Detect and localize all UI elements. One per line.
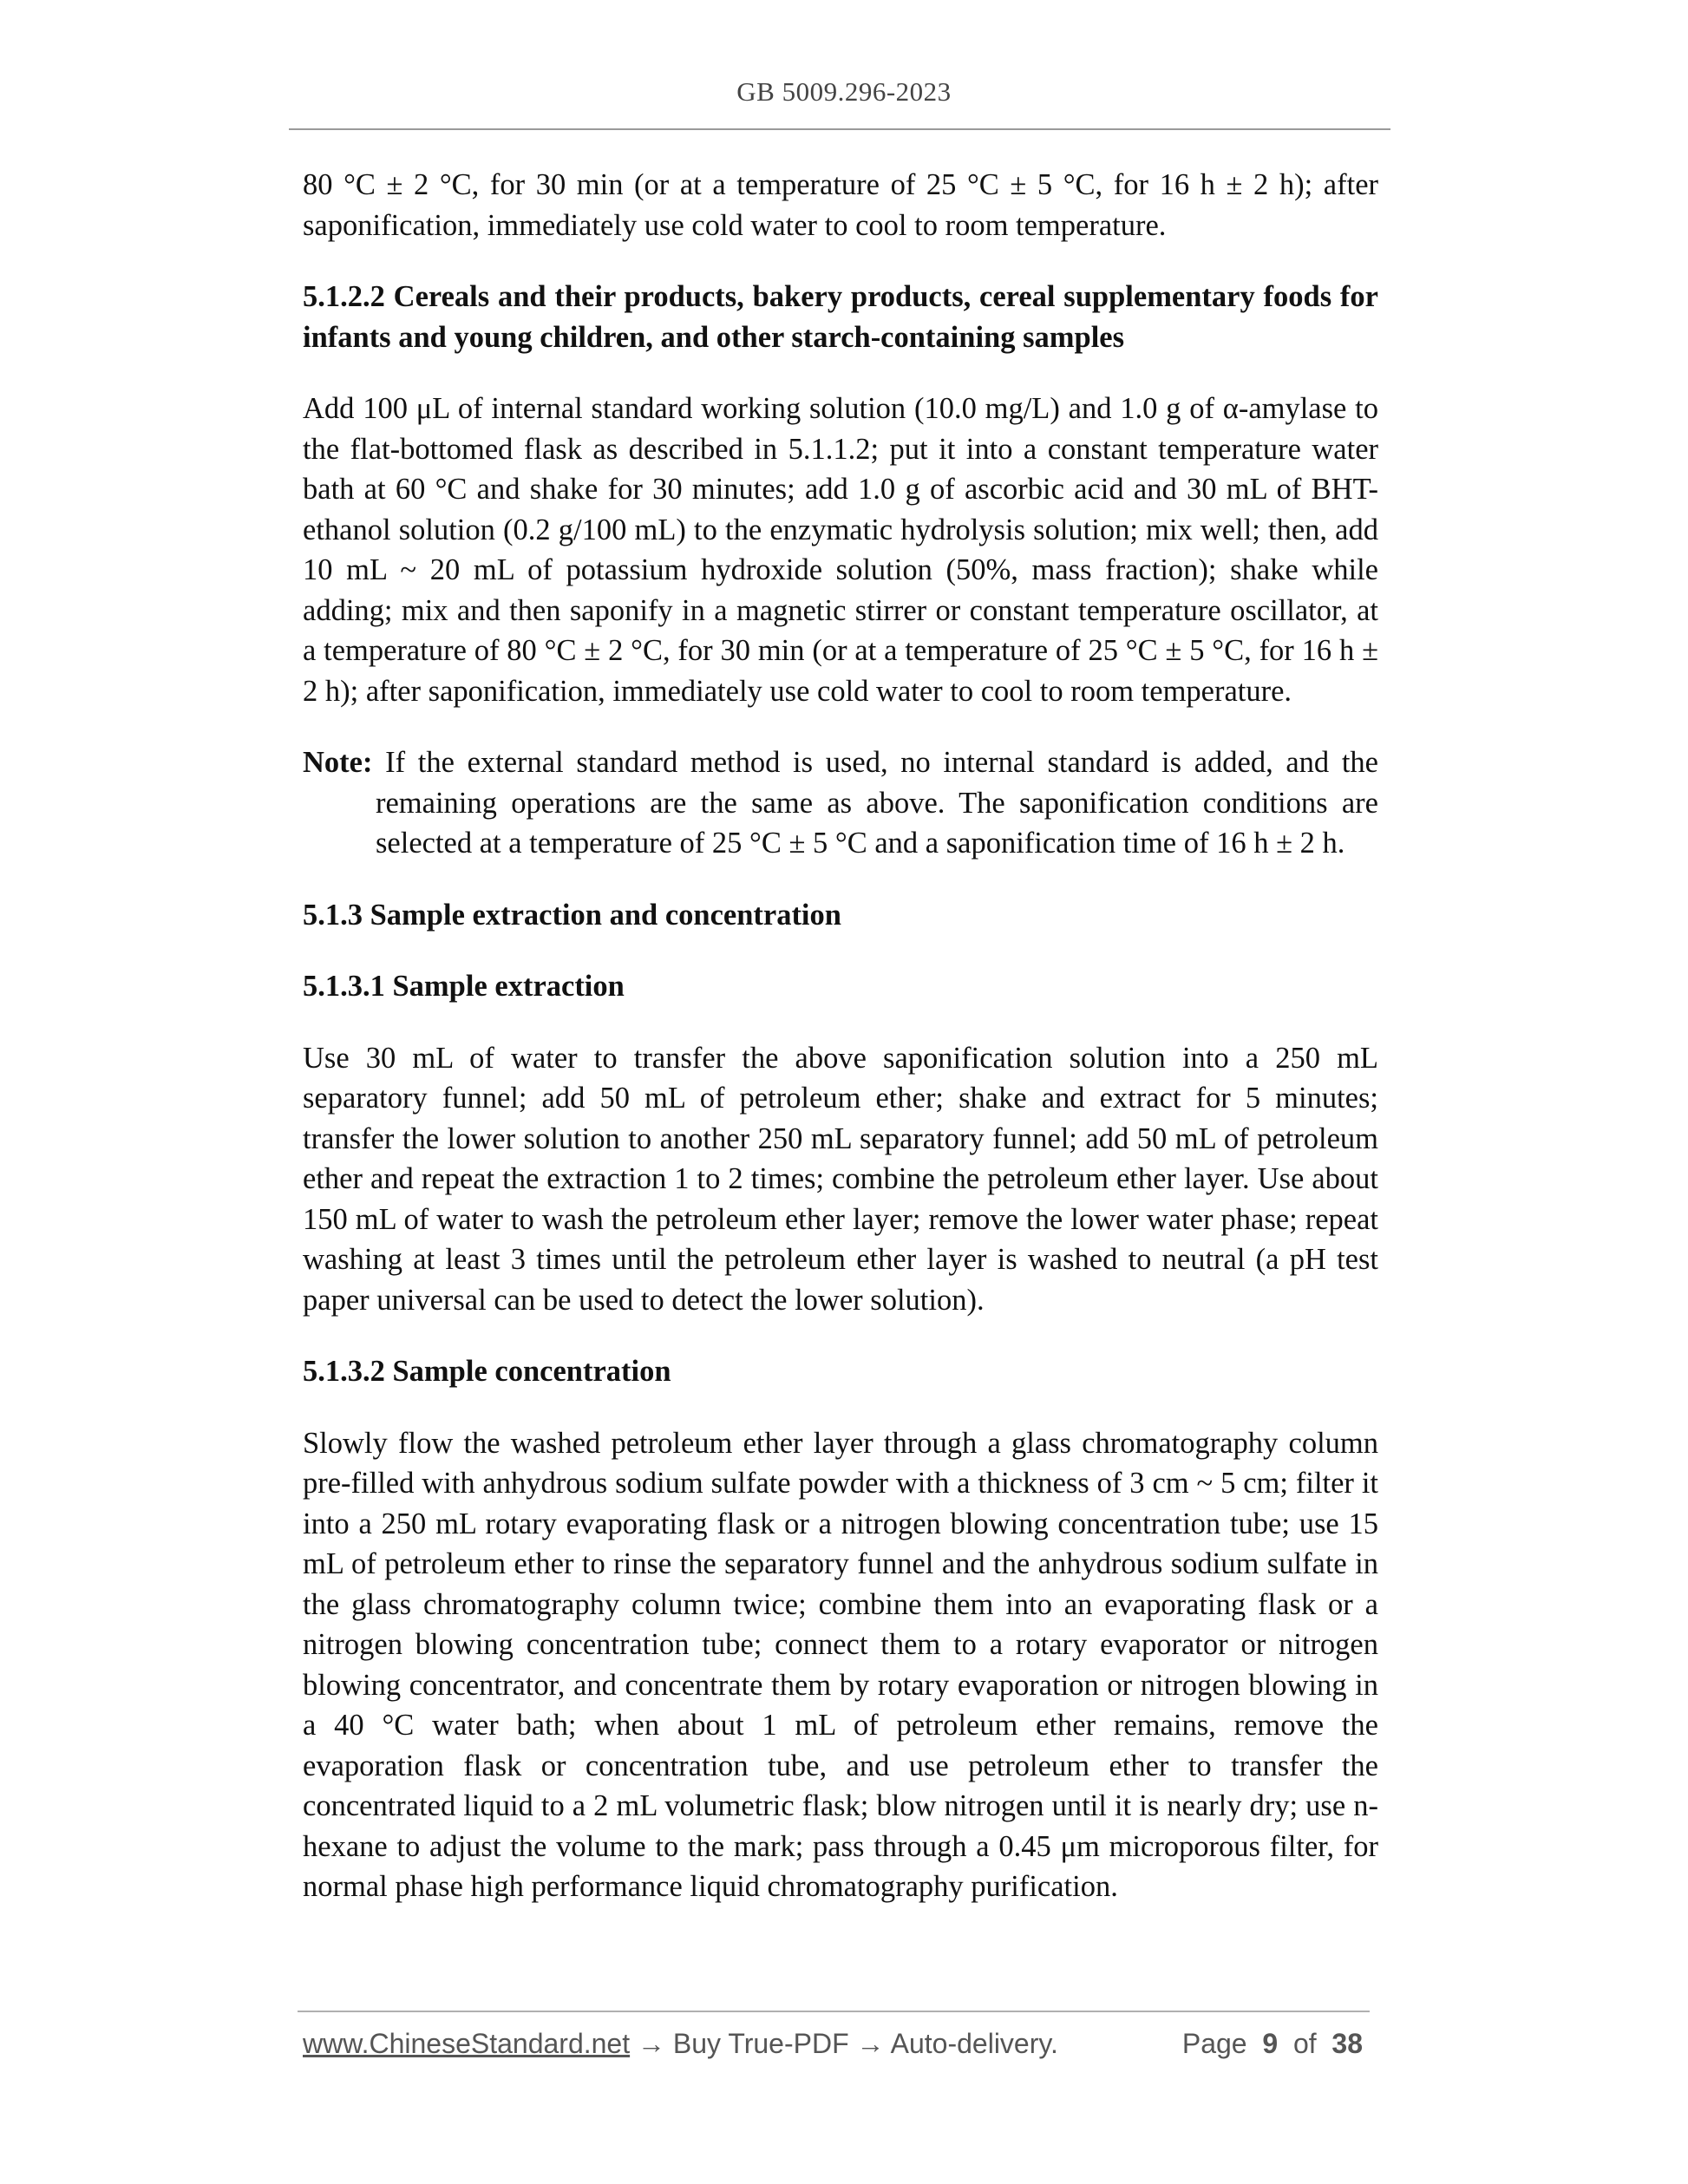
section-heading-5-1-2-2: 5.1.2.2 Cereals and their products, bakery products, cereal supplementary foods for infants and young children, and other starch-containing samples	[303, 280, 1378, 354]
arrow-right-icon: →	[638, 2028, 665, 2059]
note-block	[303, 742, 1378, 864]
note-label: Note:	[303, 746, 373, 779]
section-paragraph-5-1-3-1: Use 30 mL of water to transfer the above saponification solution into a 250 mL separatory funnel; add 50 mL of petroleum ether; shake and extract for 5 minutes; transfer the lower solution to another 250 mL separatory funnel; add 50 mL of petroleum ether and repeat the extraction 1 to 2 times; combine the petroleum ether layer. Use about 150 mL of water to wash the petroleum ether layer; remove the lower water phase; repeat washing at least 3 times until the petroleum ether layer is washed to neutral (a pH test paper universal can be used to detect the lower solution).	[303, 1041, 1378, 1317]
section-paragraph-5-1-2-2: Add 100 μL of internal standard working solution (10.0 mg/L) and 1.0 g of α-amylase to the flat-bottomed flask as described in 5.1.1.2; put it into a constant temperature water bath at 60 °C and shake for 30 minutes; add 1.0 g of ascorbic acid and 30 mL of BHT-ethanol solution (0.2 g/100 mL) to the enzymatic hydrolysis solution; mix well; then, add 10 mL ~ 20 mL of potassium hydroxide solution (50%, mass fraction); shake while adding; mix and then saponify in a magnetic stirrer or constant temperature oscillator, at a temperature of 80 °C ± 2 °C, for 30 min (or at a temperature of 25 °C ± 5 °C, for 16 h ± 2 h); after saponification, immediately use cold water to cool to room temperature.	[303, 392, 1378, 708]
note-text: If the external standard method is used, no internal standard is added, and the remaining operations are the same as above. The saponification conditions are selected at a temperature of 25 °C ± 5 °C and a saponification time of 16 h ± 2 h.	[376, 746, 1378, 860]
site-link[interactable]: www.ChineseStandard.net	[303, 2028, 631, 2059]
running-header: GB 5009.296-2023	[736, 76, 952, 107]
page-of: of	[1292, 2028, 1317, 2059]
section-paragraph-5-1-3-2: Slowly flow the washed petroleum ether layer through a glass chromatography column pre-filled with anhydrous sodium sulfate powder with a thickness of 3 cm ~ 5 cm; filter it into a 250 mL rotary evaporating flask or a nitrogen blowing concentration tube; use 15 mL of petroleum ether to rinse the separatory funnel and the anhydrous sodium sulfate in the glass chromatography column twice; combine them into an evaporating flask or a nitrogen blowing concentration tube; connect them to a rotary evaporator or nitrogen blowing concentrator, and concentrate them by rotary evaporation or nitrogen blowing in a 40 °C water bath; when about 1 mL of petroleum ether remains, remove the evaporation flask or concentration tube, and use petroleum ether to transfer the concentrated liquid to a 2 mL volumetric flask; blow nitrogen until it is nearly dry; use n-hexane to adjust the volume to the mark; pass through a 0.45 μm microporous filter, for normal phase high performance liquid chromatography purification.	[303, 1426, 1378, 1903]
page-number	[1182, 2028, 1363, 2060]
section-heading-5-1-3: 5.1.3 Sample extraction and concentration	[303, 898, 841, 932]
page-total: 38	[1331, 2028, 1363, 2059]
auto-delivery-text: Auto-delivery.	[890, 2028, 1058, 2059]
section-heading-5-1-3-1: 5.1.3.1 Sample extraction	[303, 970, 625, 1003]
footer-divider	[298, 2011, 1370, 2012]
header-divider	[289, 128, 1390, 130]
document-body	[303, 165, 1378, 1939]
buy-true-pdf-text: Buy True-PDF	[672, 2028, 849, 2059]
continuation-paragraph: 80 °C ± 2 °C, for 30 min (or at a temperature of 25 °C ± 5 °C, for 16 h ± 2 h); after saponification, immediately use cold water to cool to room temperature.	[303, 168, 1378, 242]
arrow-right-icon: →	[856, 2028, 885, 2059]
footer-promo	[303, 2028, 1058, 2060]
section-heading-5-1-3-2: 5.1.3.2 Sample concentration	[303, 1355, 671, 1388]
page-label: Page	[1181, 2028, 1247, 2059]
page-current: 9	[1262, 2028, 1279, 2059]
